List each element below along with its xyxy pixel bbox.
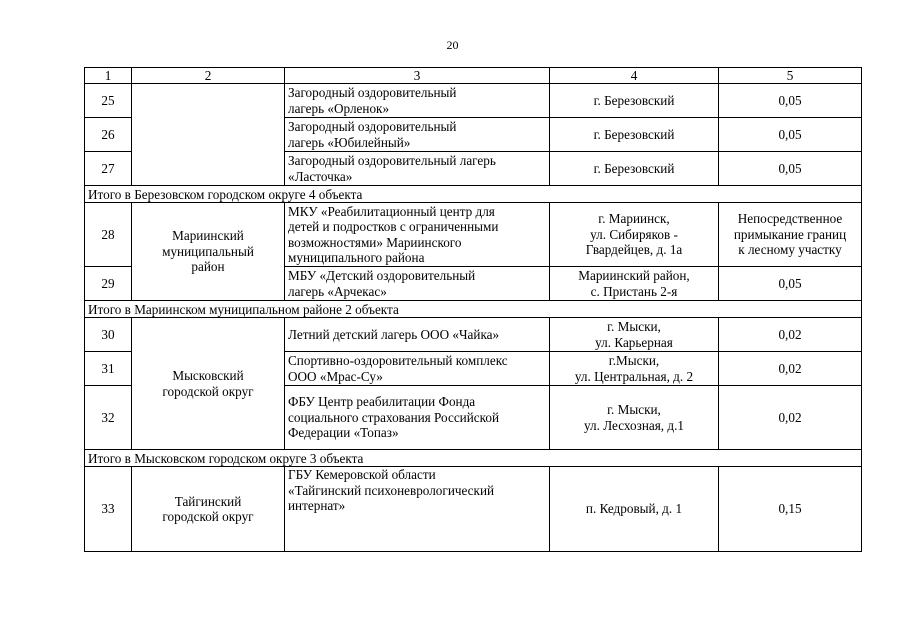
header-row [85,68,862,84]
row-number: 32 [85,386,132,450]
total-row [85,186,862,203]
total-mariinsk: Итого в Мариинском муниципальном районе 2 объекта [85,301,862,318]
row-number: 25 [85,84,132,118]
district-cell: Мариинский муниципальный район [132,203,285,301]
table-row [85,84,862,118]
object-distance: 0,05 [719,118,862,152]
object-distance: 0,02 [719,352,862,386]
object-name: МКУ «Реабилитационный центр для детей и подростков с ограниченными возможностями» Мариинского муниципального района [285,203,550,267]
total-row [85,301,862,318]
row-number: 27 [85,152,132,186]
object-name: Спортивно-оздоровительный комплекс ООО «Мрас-Су» [285,352,550,386]
object-distance: 0,02 [719,318,862,352]
header-cell: 5 [719,68,862,84]
object-name: Загородный оздоровительный лагерь «Ласточка» [285,152,550,186]
table-row [85,467,862,552]
total-myski: Итого в Мысковском городском округе 3 объекта [85,450,862,467]
object-distance: 0,02 [719,386,862,450]
row-number: 26 [85,118,132,152]
object-address: п. Кедровый, д. 1 [550,467,719,552]
object-name: ФБУ Центр реабилитации Фонда социального страхования Российской Федерации «Топаз» [285,386,550,450]
object-name: Загородный оздоровительный лагерь «Юбилейный» [285,118,550,152]
object-address: г. Березовский [550,84,719,118]
object-name: Загородный оздоровительный лагерь «Орленок» [285,84,550,118]
object-distance: 0,05 [719,267,862,301]
page-number: 20 [446,38,459,52]
objects-table [84,67,862,552]
total-berezovsky: Итого в Березовском городском округе 4 объекта [85,186,862,203]
district-cell: Тайгинский городской округ [132,467,285,552]
row-number: 29 [85,267,132,301]
object-name: МБУ «Детский оздоровительный лагерь «Арчекас» [285,267,550,301]
table-row [85,318,862,352]
row-number: 28 [85,203,132,267]
row-number: 31 [85,352,132,386]
object-name: ГБУ Кемеровской области «Тайгинский психоневрологический интернат» [285,467,550,552]
object-address: г. Мариинск, ул. Сибиряков - Гвардейцев, д. 1а [550,203,719,267]
table-row [85,203,862,267]
header-cell: 3 [285,68,550,84]
object-distance: 0,15 [719,467,862,552]
object-distance: 0,05 [719,152,862,186]
total-row [85,450,862,467]
object-address: г. Мыски, ул. Карьерная [550,318,719,352]
district-cell-empty [132,84,285,186]
object-distance: 0,05 [719,84,862,118]
district-cell: Мысковский городской округ [132,318,285,450]
header-cell: 4 [550,68,719,84]
header-cell: 1 [85,68,132,84]
row-number: 30 [85,318,132,352]
object-address: г. Березовский [550,118,719,152]
object-address: г.Мыски, ул. Центральная, д. 2 [550,352,719,386]
object-name: Летний детский лагерь ООО «Чайка» [285,318,550,352]
row-number: 33 [85,467,132,552]
object-address: Мариинский район, с. Пристань 2-я [550,267,719,301]
header-cell: 2 [132,68,285,84]
object-distance: Непосредственное примыкание границ к лесному участку [719,203,862,267]
object-address: г. Березовский [550,152,719,186]
object-address: г. Мыски, ул. Лесхозная, д.1 [550,386,719,450]
